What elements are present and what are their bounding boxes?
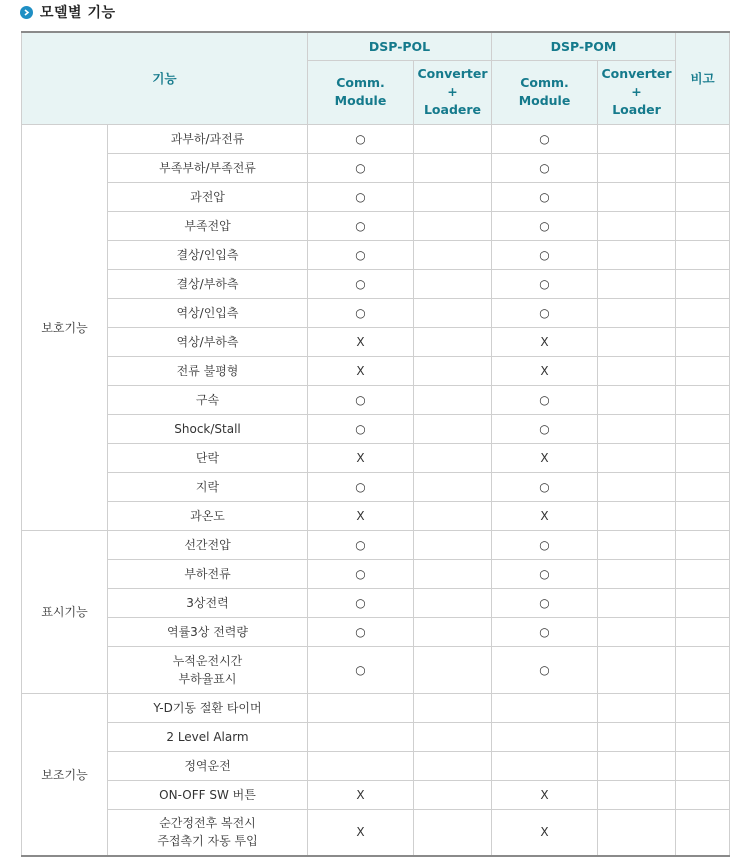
feature-name: 부족부하/부족전류 (159, 160, 256, 175)
pom-comm-cell: X (492, 809, 598, 856)
pol-conv-cell (414, 414, 492, 443)
pom-comm-cell: ○ (492, 153, 598, 182)
pol-conv-cell (414, 693, 492, 722)
pol-conv-cell (414, 356, 492, 385)
dsp-pol-header: DSP-POL (308, 32, 492, 60)
pom-comm-cell: ○ (492, 646, 598, 693)
pom-comm-cell: ○ (492, 182, 598, 211)
pol-comm-cell: ○ (308, 588, 414, 617)
pom-comm-cell (492, 693, 598, 722)
feature-name-cell (108, 751, 308, 780)
pol-comm-cell: ○ (308, 211, 414, 240)
feature-name-cell (108, 153, 308, 182)
pol-comm-cell: ○ (308, 530, 414, 559)
pol-comm-cell: ○ (308, 240, 414, 269)
pol-comm-cell: X (308, 780, 414, 809)
pom-conv-cell (598, 182, 676, 211)
table-row (22, 153, 730, 182)
pom-comm-cell: ○ (492, 472, 598, 501)
table-row (22, 559, 730, 588)
note-cell (676, 501, 730, 530)
pol-conv-cell (414, 443, 492, 472)
pom-conv-cell (598, 327, 676, 356)
note-cell (676, 385, 730, 414)
pol-conv-cell (414, 211, 492, 240)
feature-name: 지락 (195, 479, 220, 494)
pol-comm-cell: ○ (308, 124, 414, 153)
pom-comm-cell (492, 751, 598, 780)
pol-conv-cell (414, 385, 492, 414)
table-row (22, 327, 730, 356)
pol-comm-cell: X (308, 327, 414, 356)
pom-conv-cell (598, 472, 676, 501)
table-row (22, 646, 730, 693)
feature-name: ON-OFF SW 버튼 (159, 787, 256, 802)
pom-conv-cell (598, 751, 676, 780)
pol-conv-cell (414, 240, 492, 269)
table-row (22, 617, 730, 646)
feature-name: 결상/인입측 (176, 247, 239, 262)
pol-comm-cell: ○ (308, 269, 414, 298)
pol-comm-cell: ○ (308, 559, 414, 588)
feature-name: Shock/Stall (174, 421, 241, 436)
note-cell (676, 617, 730, 646)
pol-comm-cell (308, 722, 414, 751)
table-row (22, 211, 730, 240)
pom-comm-cell: ○ (492, 617, 598, 646)
pom-conv-cell (598, 693, 676, 722)
pol-comm-cell: X (308, 356, 414, 385)
pol-comm-cell: ○ (308, 298, 414, 327)
pol-conv-cell (414, 472, 492, 501)
pom-comm-cell: X (492, 780, 598, 809)
pom-conv-cell (598, 809, 676, 856)
note-cell (676, 530, 730, 559)
pol-conv-cell (414, 588, 492, 617)
feature-name-cell (108, 240, 308, 269)
pol-comm-cell: X (308, 809, 414, 856)
pom-conv-cell (598, 443, 676, 472)
pol-conv-cell (414, 501, 492, 530)
pom-conv-cell (598, 240, 676, 269)
note-cell (676, 751, 730, 780)
pol-conv-cell (414, 124, 492, 153)
table-row (22, 269, 730, 298)
feature-name: 전류 불평형 (176, 363, 239, 378)
note-cell (676, 124, 730, 153)
pom-conv-cell (598, 211, 676, 240)
note-cell (676, 693, 730, 722)
chevron-right-icon (20, 6, 33, 19)
feature-name: 역상/인입측 (176, 305, 239, 320)
pol-converter-header: Converter + Loadere (414, 60, 492, 124)
pom-conv-cell (598, 356, 676, 385)
note-cell (676, 327, 730, 356)
note-cell (676, 588, 730, 617)
pol-comm-cell: ○ (308, 617, 414, 646)
pom-comm-cell: ○ (492, 240, 598, 269)
feature-name: 순간정전후 복전시 (159, 816, 256, 831)
pol-comm-cell: ○ (308, 646, 414, 693)
note-cell (676, 780, 730, 809)
table-row (22, 385, 730, 414)
pom-conv-cell (598, 414, 676, 443)
pol-conv-cell (414, 722, 492, 751)
table-row (22, 240, 730, 269)
pol-conv-cell (414, 269, 492, 298)
table-row (22, 780, 730, 809)
pol-conv-cell (414, 780, 492, 809)
note-cell (676, 240, 730, 269)
pom-comm-cell: ○ (492, 588, 598, 617)
table-body (22, 124, 730, 856)
pom-comm-cell: X (492, 356, 598, 385)
table-row (22, 182, 730, 211)
pom-comm-cell: X (492, 501, 598, 530)
pom-comm-cell: ○ (492, 124, 598, 153)
feature-name-cell (108, 501, 308, 530)
note-cell (676, 414, 730, 443)
feature-name: 정역운전 (184, 758, 231, 773)
note-cell (676, 182, 730, 211)
pom-conv-cell (598, 646, 676, 693)
pom-comm-cell (492, 722, 598, 751)
feature-name: 부족전압 (184, 218, 231, 233)
feature-name-cell (108, 530, 308, 559)
pom-comm-header: Comm. Module (492, 60, 598, 124)
note-cell (676, 269, 730, 298)
pom-conv-cell (598, 298, 676, 327)
feature-name-cell (108, 269, 308, 298)
feature-name-cell (108, 588, 308, 617)
dsp-pom-header: DSP-POM (492, 32, 676, 60)
table-row (22, 124, 730, 153)
table-row (22, 298, 730, 327)
table-row (22, 530, 730, 559)
model-feature-table (21, 31, 730, 857)
feature-name-cell (108, 617, 308, 646)
pom-conv-cell (598, 501, 676, 530)
feature-name-cell (108, 327, 308, 356)
table-row (22, 443, 730, 472)
pol-conv-cell (414, 646, 492, 693)
pol-conv-cell (414, 809, 492, 856)
pol-comm-cell: X (308, 501, 414, 530)
feature-name-cell (108, 693, 308, 722)
feature-name-cell (108, 780, 308, 809)
pol-comm-cell: ○ (308, 472, 414, 501)
table-row (22, 722, 730, 751)
pom-conv-cell (598, 269, 676, 298)
feature-name: 구속 (195, 392, 220, 407)
table-row (22, 356, 730, 385)
feature-name-cell (108, 211, 308, 240)
feature-name: 부하전류 (184, 566, 231, 581)
note-header: 비고 (676, 32, 730, 124)
pom-conv-cell (598, 722, 676, 751)
pol-comm-cell (308, 751, 414, 780)
category-cell: 보조기능 (22, 693, 108, 856)
note-cell (676, 298, 730, 327)
page-title: 모델별 기능 (40, 5, 116, 21)
feature-name-cell (108, 646, 308, 693)
pom-comm-cell: ○ (492, 385, 598, 414)
pom-conv-cell (598, 124, 676, 153)
table-row (22, 472, 730, 501)
pol-conv-cell (414, 617, 492, 646)
feature-header: 기능 (22, 32, 308, 124)
feature-name-cell (108, 356, 308, 385)
note-cell (676, 443, 730, 472)
feature-name-cell (108, 414, 308, 443)
feature-name: 역률3상 전력량 (166, 624, 248, 639)
feature-name: 과부하/과전류 (170, 131, 245, 146)
feature-name-cell (108, 472, 308, 501)
feature-name: 결상/부하측 (176, 276, 239, 291)
feature-name: 2 Level Alarm (166, 729, 249, 744)
table-row (22, 693, 730, 722)
table-row (22, 809, 730, 856)
pom-conv-cell (598, 153, 676, 182)
table-row (22, 414, 730, 443)
pol-conv-cell (414, 298, 492, 327)
pol-conv-cell (414, 530, 492, 559)
category-cell: 보호기능 (22, 124, 108, 530)
feature-name: Y-D기동 절환 타이머 (153, 700, 262, 715)
pom-conv-cell (598, 588, 676, 617)
feature-name-cell (108, 182, 308, 211)
feature-name: 누적운전시간 (172, 653, 243, 668)
section-title (20, 3, 116, 21)
pom-comm-cell: X (492, 443, 598, 472)
pom-conv-cell (598, 780, 676, 809)
note-cell (676, 646, 730, 693)
pom-conv-cell (598, 530, 676, 559)
category-cell: 표시기능 (22, 530, 108, 693)
feature-name-cell (108, 443, 308, 472)
pol-conv-cell (414, 559, 492, 588)
pom-comm-cell: ○ (492, 559, 598, 588)
note-cell (676, 722, 730, 751)
feature-name-cell (108, 809, 308, 856)
pol-comm-cell: ○ (308, 182, 414, 211)
pol-conv-cell (414, 751, 492, 780)
feature-name: 3상전력 (186, 595, 229, 610)
pol-comm-cell: ○ (308, 385, 414, 414)
pom-comm-cell: X (492, 327, 598, 356)
feature-name: 과온도 (190, 508, 225, 523)
table-row (22, 751, 730, 780)
note-cell (676, 559, 730, 588)
note-cell (676, 472, 730, 501)
feature-name-cell (108, 559, 308, 588)
pom-conv-cell (598, 559, 676, 588)
feature-name: 역상/부하측 (176, 334, 239, 349)
pol-conv-cell (414, 182, 492, 211)
pol-conv-cell (414, 327, 492, 356)
feature-name: 과전압 (190, 189, 225, 204)
note-cell (676, 211, 730, 240)
feature-name-cell (108, 385, 308, 414)
feature-name: 선간전압 (184, 537, 231, 552)
pol-comm-cell: ○ (308, 414, 414, 443)
table-row (22, 588, 730, 617)
feature-name-cell (108, 298, 308, 327)
note-cell (676, 356, 730, 385)
feature-name-cell (108, 722, 308, 751)
pom-comm-cell: ○ (492, 269, 598, 298)
pom-conv-cell (598, 617, 676, 646)
note-cell (676, 153, 730, 182)
feature-name: 단락 (195, 450, 220, 465)
pom-comm-cell: ○ (492, 211, 598, 240)
feature-name-cell (108, 124, 308, 153)
pol-comm-header: Comm. Module (308, 60, 414, 124)
pol-comm-cell (308, 693, 414, 722)
feature-name: 부하율표시 (178, 671, 237, 686)
pol-comm-cell: X (308, 443, 414, 472)
pom-conv-cell (598, 385, 676, 414)
pom-comm-cell: ○ (492, 530, 598, 559)
note-cell (676, 809, 730, 856)
pol-comm-cell: ○ (308, 153, 414, 182)
pom-comm-cell: ○ (492, 414, 598, 443)
table-row (22, 501, 730, 530)
pom-comm-cell: ○ (492, 298, 598, 327)
feature-name: 주접촉기 자동 투입 (157, 834, 258, 849)
pom-converter-header: Converter + Loader (598, 60, 676, 124)
pol-conv-cell (414, 153, 492, 182)
